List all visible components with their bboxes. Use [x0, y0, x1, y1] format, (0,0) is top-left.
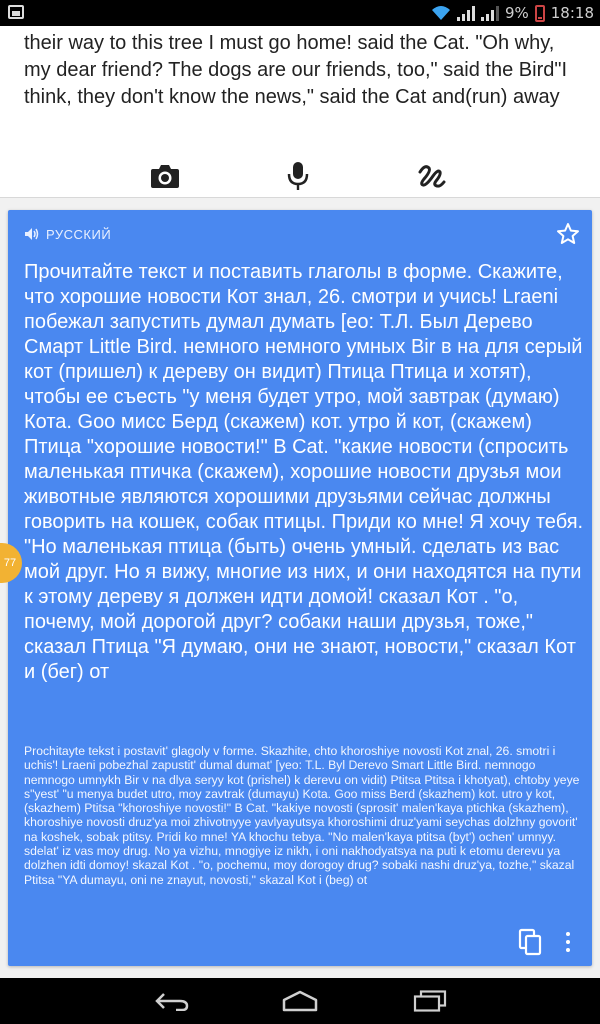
- microphone-button[interactable]: [278, 156, 318, 196]
- cell-signal-icon: [457, 5, 475, 21]
- back-icon: [154, 991, 190, 1011]
- speaker-icon[interactable]: [24, 227, 40, 241]
- handwriting-button[interactable]: [412, 156, 452, 196]
- input-tools: [0, 154, 600, 198]
- more-options-icon[interactable]: [560, 928, 576, 956]
- wifi-icon: [431, 5, 451, 21]
- home-button[interactable]: [278, 986, 322, 1016]
- microphone-icon: [286, 161, 310, 191]
- gallery-notification-icon: [8, 5, 24, 19]
- clock: 18:18: [550, 4, 594, 22]
- battery-icon: [535, 5, 545, 22]
- target-language-label: РУССКИЙ: [46, 226, 112, 242]
- floating-badge-label: 77: [3, 557, 17, 569]
- transliteration-text: Prochitayte tekst i postavit' glagoly v forme. Skazhite, chto khoroshiye novosti Kot znal, 26. smotri i uchis'! Lraeni pobezhal zapustit' dumal dumat' [yeo: T.L. Byl Derevo Smart Little Bird. nemnogo nemnogo umnykh Bir v na dlya seryy kot (prishel) k derevu on vidit) Ptitsa Ptitsa i khotyat), chtoby yeye s"yest' "u menya budet utro, moy zavtrak (dumayu) Kota. Goo miss Berd (skazhem) kot. utro y kot, (skazhem) Ptitsa "khoroshiye novosti!" B Cat. "kakiye novosti (sprosit' malen'kaya ptichka (skazhem), khoroshiye novosti druz'ya moi zhivotnyye yavlyayutsya khoroshimi druz'yami seychas dolzhny govorit' na koshek, sobak ptitsy. Pridi ko mne! YA khochu tebya. "No malen'kaya ptitsa (byt') ochen' umnyy. sdelat' iz vas moy drug. No ya vizhu, mnogiye iz nikh, i oni nakhodyatsya na puti k etomu derevu ya dolzhen idti domoy! skazal Kot . "o, pochemu, moy dorogoy drug? sobaki nashi druz'ya, tozhe," skazal Ptitsa "YA dumayu, oni ne znayut, novosti," skazal Kot i (beg) ot: [24, 744, 580, 887]
- source-text-area[interactable]: [0, 26, 600, 198]
- navigation-bar: [0, 978, 600, 1024]
- copy-icon[interactable]: [518, 928, 542, 956]
- home-icon: [281, 990, 319, 1012]
- card-actions: [8, 922, 592, 962]
- translation-card[interactable]: [8, 210, 592, 966]
- cell-signal-2-icon: [481, 5, 499, 21]
- recent-apps-icon: [413, 990, 447, 1012]
- status-bar: [0, 0, 600, 26]
- camera-button[interactable]: [145, 156, 185, 196]
- camera-icon: [150, 163, 180, 189]
- star-icon[interactable]: [556, 222, 580, 246]
- battery-percent: 9%: [504, 4, 529, 22]
- source-text[interactable]: their way to this tree I must go home! said the Cat. "Oh why, my dear friend? The dogs are our friends, too," said the Bird"I think, they don't know the news," said the Cat and(run) away: [24, 32, 568, 108]
- back-button[interactable]: [150, 986, 194, 1016]
- recent-apps-button[interactable]: [408, 986, 452, 1016]
- status-bar-right: [431, 3, 594, 23]
- translation-text: Прочитайте текст и поставить глаголы в форме. Скажите, что хорошие новости Кот знал, 26. смотри и учись! Lraeni побежал запустить думал думать [ео: Т.Л. Был Дерево Смарт Little Bird. немного немного умных Bir в на для серый кот (пришел) к дереву он видит) Птица Птица и хотят), чтобы ее съесть "у меня будет утро, мой завтрак (думаю) Кота. Goo мисс Берд (скажем) кот. утро й кот, (скажем) Птица "хорошие новости!" В Cat. "какие новости (спросить маленькая птичка (скажем), хорошие новости друзья мои животные являются хорошими друзьями сейчас должны говорить на кошек, собак птицы. Приди ко мне! Я хочу тебя. "Но маленькая птица (быть) очень умный. сделать из вас мой друг. Но я вижу, многие из них, и они находятся на пути к этому дереву я должен идти домой! сказал Кот . "о, почему, мой дорогой друг? собаки наши друзья, тоже," сказал Птица "Я думаю, они не знают, новости," сказал Кот и (бег) от: [24, 261, 584, 683]
- handwriting-icon: [417, 162, 447, 190]
- target-language-header[interactable]: [24, 224, 111, 244]
